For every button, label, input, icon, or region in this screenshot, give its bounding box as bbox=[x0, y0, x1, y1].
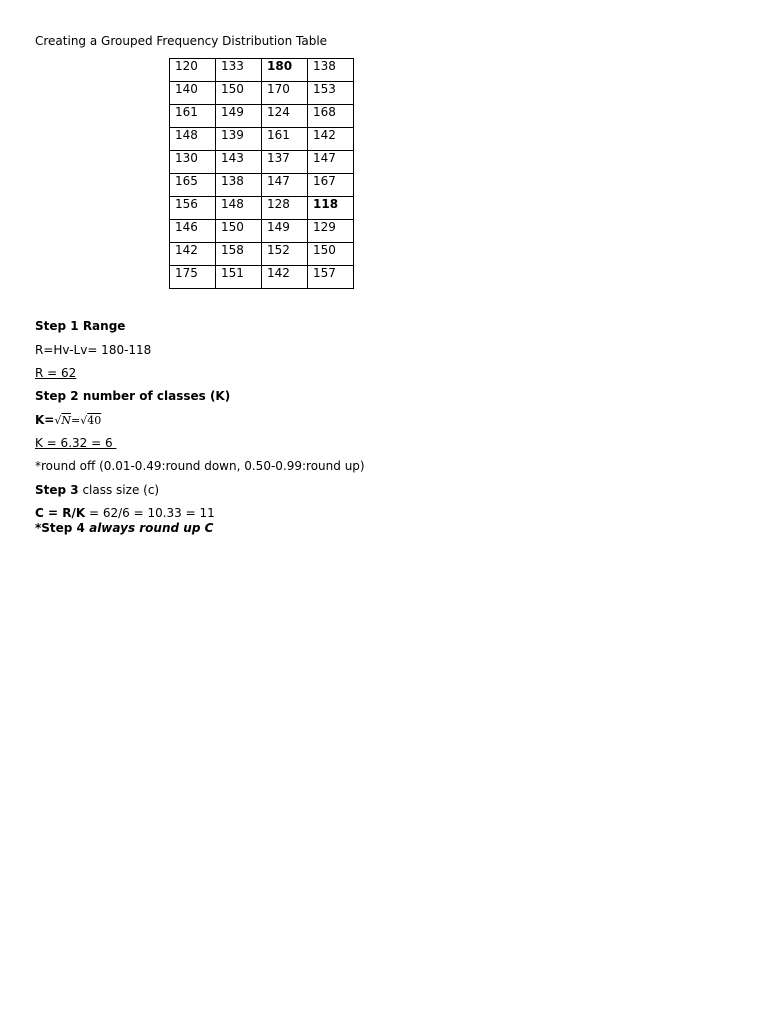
table-row bbox=[170, 220, 354, 243]
data-table-body bbox=[170, 59, 354, 289]
table-cell: 138 bbox=[308, 59, 354, 82]
table-cell: 148 bbox=[170, 128, 216, 151]
step4-prefix: *Step 4 bbox=[35, 521, 90, 535]
table-cell: 150 bbox=[216, 82, 262, 105]
table-cell: 151 bbox=[216, 266, 262, 289]
step4-italic: always round up C bbox=[89, 521, 214, 535]
step3-heading-bold: Step 3 bbox=[35, 483, 79, 497]
table-cell: 175 bbox=[170, 266, 216, 289]
table-cell: 157 bbox=[308, 266, 354, 289]
step2-result: K = 6.32 = 6 bbox=[35, 436, 117, 450]
table-cell: 129 bbox=[308, 220, 354, 243]
table-cell: 142 bbox=[262, 266, 308, 289]
table-cell: 149 bbox=[216, 105, 262, 128]
table-cell: 133 bbox=[216, 59, 262, 82]
table-cell: 140 bbox=[170, 82, 216, 105]
table-cell: 147 bbox=[308, 151, 354, 174]
step3-formula bbox=[35, 506, 215, 521]
sqrt-sign-2: √ bbox=[80, 414, 88, 427]
sqrt-sign-1: √ bbox=[54, 414, 62, 427]
step3-formula-bold: C = R/K bbox=[35, 506, 86, 520]
table-cell: 167 bbox=[308, 174, 354, 197]
table-row bbox=[170, 151, 354, 174]
table-row bbox=[170, 105, 354, 128]
table-cell: 148 bbox=[216, 197, 262, 220]
step1-heading: Step 1 Range bbox=[35, 319, 126, 333]
table-cell: 161 bbox=[262, 128, 308, 151]
table-cell: 143 bbox=[216, 151, 262, 174]
table-cell: 124 bbox=[262, 105, 308, 128]
table-cell: 180 bbox=[262, 59, 308, 82]
table-row bbox=[170, 174, 354, 197]
page-title: Creating a Grouped Frequency Distribution Table bbox=[35, 34, 328, 48]
step1-formula: R=Hv-Lv= 180-118 bbox=[35, 343, 152, 357]
table-cell: 161 bbox=[170, 105, 216, 128]
step2-formula bbox=[35, 413, 101, 428]
table-cell: 138 bbox=[216, 174, 262, 197]
table-row bbox=[170, 243, 354, 266]
table-cell: 118 bbox=[308, 197, 354, 220]
step2-note: *round off (0.01-0.49:round down, 0.50-0.99:round up) bbox=[35, 459, 365, 473]
equals-sign: = bbox=[71, 414, 81, 427]
table-cell: 165 bbox=[170, 174, 216, 197]
n-variable: N bbox=[61, 414, 71, 427]
table-row bbox=[170, 59, 354, 82]
table-cell: 130 bbox=[170, 151, 216, 174]
table-cell: 147 bbox=[262, 174, 308, 197]
table-cell: 168 bbox=[308, 105, 354, 128]
table-cell: 150 bbox=[308, 243, 354, 266]
table-cell: 153 bbox=[308, 82, 354, 105]
table-cell: 170 bbox=[262, 82, 308, 105]
table-row bbox=[170, 266, 354, 289]
table-cell: 150 bbox=[216, 220, 262, 243]
table-cell: 158 bbox=[216, 243, 262, 266]
table-cell: 146 bbox=[170, 220, 216, 243]
step3-heading-rest: class size (c) bbox=[78, 483, 160, 497]
table-cell: 142 bbox=[308, 128, 354, 151]
table-row bbox=[170, 82, 354, 105]
table-cell: 149 bbox=[262, 220, 308, 243]
table-cell: 142 bbox=[170, 243, 216, 266]
table-cell: 156 bbox=[170, 197, 216, 220]
table-row bbox=[170, 197, 354, 220]
step2-heading: Step 2 number of classes (K) bbox=[35, 389, 231, 403]
step3-formula-rest: = 62/6 = 10.33 = 11 bbox=[85, 506, 215, 520]
k-label: K= bbox=[35, 413, 55, 427]
table-cell: 128 bbox=[262, 197, 308, 220]
table-row bbox=[170, 128, 354, 151]
step4-line bbox=[35, 521, 213, 536]
n-value: 40 bbox=[87, 414, 102, 427]
table-cell: 139 bbox=[216, 128, 262, 151]
step1-result: R = 62 bbox=[35, 366, 77, 380]
step3-heading bbox=[35, 483, 159, 498]
data-table bbox=[169, 58, 354, 289]
table-cell: 137 bbox=[262, 151, 308, 174]
table-cell: 120 bbox=[170, 59, 216, 82]
table-cell: 152 bbox=[262, 243, 308, 266]
